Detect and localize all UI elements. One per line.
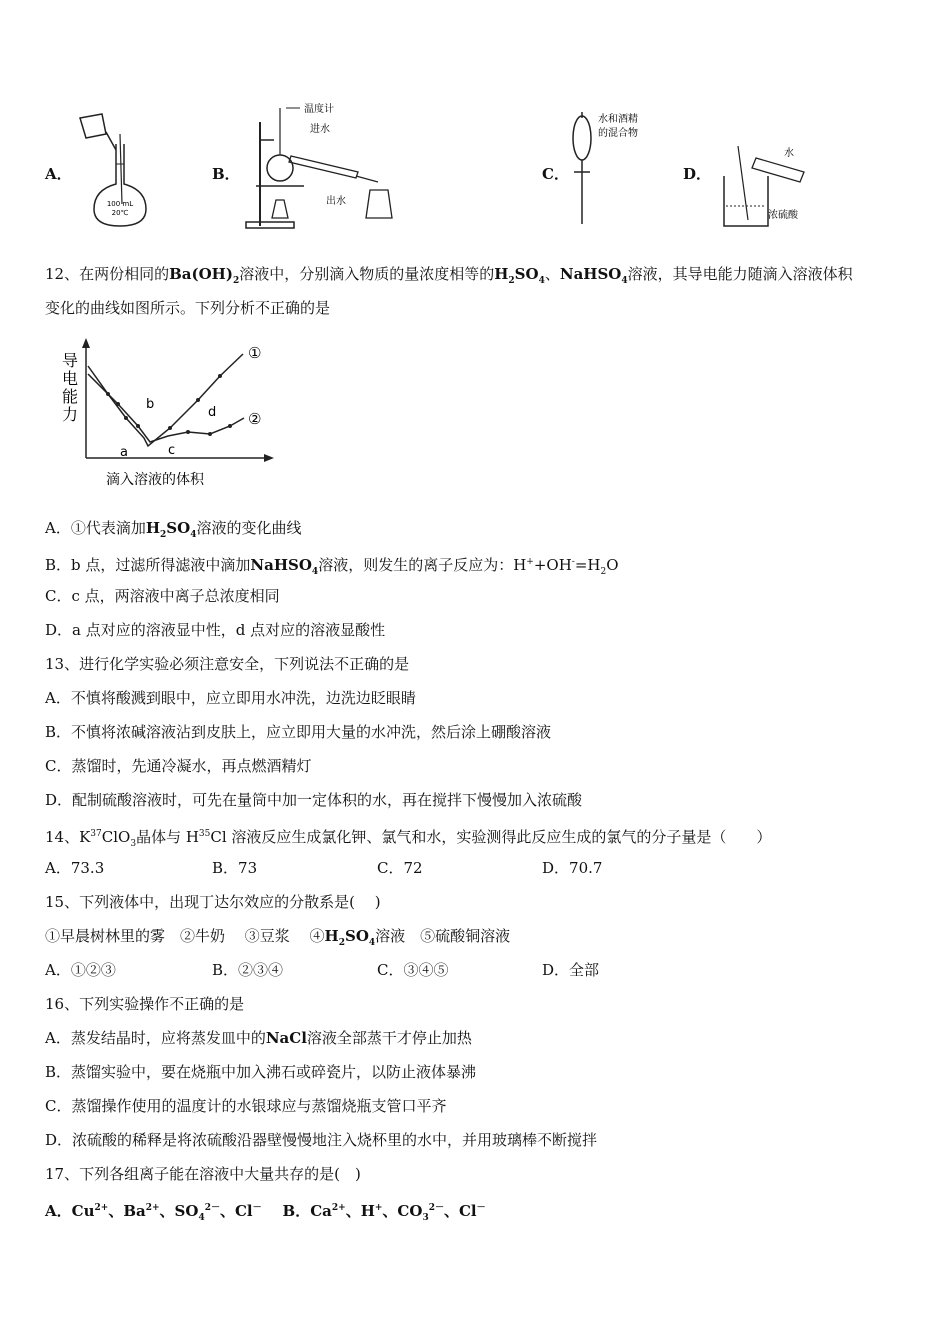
- q16-stem: 16、下列实验操作不正确的是: [45, 995, 245, 1013]
- option-b-label: B．: [282, 1202, 311, 1220]
- subscript: 4: [368, 938, 376, 948]
- subscript: 3: [422, 1213, 429, 1223]
- q17-stem: 17、下列各组离子能在溶液中大量共存的是( ): [45, 1165, 361, 1183]
- ion: 、SO: [159, 1202, 199, 1220]
- formula-h2so4: [494, 265, 545, 286]
- q13-option-c: C．蒸馏时，先通冷凝水，再点燃酒精灯: [45, 757, 312, 775]
- ion: Cu: [71, 1202, 95, 1220]
- formula-baoh2: [169, 265, 240, 286]
- curve-1-label: ①: [248, 344, 262, 362]
- items-text: 溶液 ⑤硫酸铜溶液: [375, 927, 511, 945]
- y-label-char: 力: [62, 405, 79, 424]
- curve-1-line: [88, 354, 243, 446]
- q12-stem-line2: 变化的曲线如图所示。下列分析不正确的是: [45, 299, 331, 317]
- formula-text: SO: [514, 265, 539, 283]
- option-text: A．①代表滴加: [45, 519, 146, 537]
- q17-options: [45, 1198, 486, 1228]
- stem-text: 晶体与 H: [136, 828, 199, 846]
- x-axis-arrow: [264, 454, 274, 462]
- curve-2-marker: [136, 424, 140, 428]
- q15-stem: 15、下列液体中，出现丁达尔效应的分散系是( ): [45, 893, 381, 911]
- subscript: 3: [130, 839, 137, 849]
- q12-text: 、: [544, 265, 560, 283]
- ion: 、Cl: [219, 1202, 253, 1220]
- formula-text: H: [494, 265, 509, 283]
- mixture-label-1: 水和酒精: [598, 114, 638, 125]
- formula-nahso4: [250, 556, 319, 577]
- acid-dilution-illustration: [716, 140, 816, 230]
- charge: 2+: [145, 1203, 160, 1213]
- option-text: 溶液的变化曲线: [196, 519, 302, 537]
- y-label-char: 能: [62, 387, 79, 406]
- curve-2-marker: [228, 424, 232, 428]
- stem-text: Cl 溶液反应生成氯化钾、氯气和水，实验测得此反应生成的氯气的分子量是（ ）: [210, 828, 772, 846]
- q11-option-a-label: A．: [45, 165, 72, 183]
- subscript: 4: [190, 530, 197, 540]
- q15-items: [45, 926, 510, 953]
- q16-option-b: B．蒸馏实验中，要在烧瓶中加入沸石或碎瓷片，以防止液体暴沸: [45, 1063, 477, 1081]
- q14-option-b: B．73: [212, 859, 258, 877]
- distillation-apparatus-illustration: [238, 100, 398, 230]
- flask-label-temperature: 20℃: [111, 209, 129, 217]
- q14-option-a: A．73.3: [45, 859, 105, 877]
- ion: 、H: [345, 1202, 375, 1220]
- curve-1-marker: [106, 392, 110, 396]
- option-text: 溶液，则发生的离子反应为：H: [318, 556, 527, 574]
- q16-option-c: C．蒸馏操作使用的温度计的水银球应与蒸馏烧瓶支管口平齐: [45, 1097, 447, 1115]
- q12-option-a: [45, 518, 301, 545]
- option-a-label: A．: [45, 1202, 72, 1220]
- q13-option-d: D．配制硫酸溶液时，可先在量筒中加一定体积的水，再在搅拌下慢慢加入浓硫酸: [45, 791, 583, 809]
- q15-option-a: A．①②③: [45, 961, 116, 979]
- curve-1-marker: [218, 374, 222, 378]
- subscript: 4: [198, 1213, 205, 1223]
- items-text: ①早晨树林里的雾 ②牛奶 ③豆浆 ④: [45, 927, 325, 945]
- stem-text: ClO: [101, 828, 131, 846]
- curve-1-marker: [168, 426, 172, 430]
- subscript: 2: [508, 276, 515, 286]
- q12-option-d: D．a 点对应的溶液显中性，d 点对应的溶液显酸性: [45, 621, 386, 639]
- y-label-char: 电: [62, 369, 79, 388]
- curve-2-marker: [208, 432, 212, 436]
- mixture-label-2: 的混合物: [598, 128, 638, 139]
- superscript: +: [526, 557, 534, 567]
- curve-1-marker: [196, 398, 200, 402]
- q13-option-b: B．不慎将浓碱溶液沾到皮肤上，应立即用大量的水冲洗，然后涂上硼酸溶液: [45, 723, 552, 741]
- charge: 2－: [204, 1203, 220, 1213]
- charge: －: [476, 1203, 486, 1213]
- subscript: 4: [538, 276, 545, 286]
- water-label: 水: [784, 148, 794, 159]
- q14-stem: [45, 824, 771, 854]
- q16-option-d: D．浓硫酸的稀释是将浓硫酸沿器壁慢慢地注入烧杯里的水中，并用玻璃棒不断搅拌: [45, 1131, 598, 1149]
- y-axis-arrow: [82, 338, 90, 348]
- q11-option-b-label: B．: [212, 165, 240, 183]
- q13-option-a: A．不慎将酸溅到眼中，应立即用水冲洗，边洗边眨眼睛: [45, 689, 416, 707]
- y-label-char: 导: [62, 351, 79, 370]
- subscript: 4: [311, 567, 319, 577]
- subscript: 4: [621, 276, 628, 286]
- ion: Ca: [310, 1202, 332, 1220]
- subscript: 2: [600, 567, 607, 577]
- superscript: 37: [90, 829, 102, 839]
- curve-2-label: ②: [248, 410, 262, 428]
- option-text: 溶液全部蒸干才停止加热: [306, 1029, 472, 1047]
- conc-acid-label: 浓硫酸: [768, 210, 798, 221]
- ion: 、Ba: [108, 1202, 146, 1220]
- point-b-label: b: [146, 397, 155, 412]
- option-text: A．蒸发结晶时，应将蒸发皿中的: [45, 1029, 266, 1047]
- charge: 2+: [94, 1203, 109, 1213]
- ion: 、Cl: [443, 1202, 477, 1220]
- flask-label-volume: 100 mL: [106, 200, 134, 208]
- option-text: O: [606, 556, 619, 574]
- curve-2-marker: [116, 402, 120, 406]
- point-d-label: d: [208, 405, 217, 420]
- charge: －: [252, 1203, 262, 1213]
- q16-option-a: [45, 1028, 472, 1048]
- water-out-label: 出水: [326, 196, 346, 207]
- thermometer-label: 温度计: [304, 104, 334, 115]
- formula-nacl: NaCl: [265, 1029, 307, 1047]
- formula-nahso4: [559, 265, 628, 286]
- q15-option-d: D．全部: [542, 961, 600, 979]
- ion: 、CO: [382, 1202, 423, 1220]
- curve-1-marker: [124, 416, 128, 420]
- point-c-label: c: [168, 443, 176, 458]
- curve-2-marker: [186, 430, 190, 434]
- q12-text: 12、在两份相同的: [45, 265, 170, 283]
- charge: +: [374, 1203, 383, 1213]
- formula-h2so4: [324, 927, 376, 948]
- q15-option-c: C．③④⑤: [377, 961, 449, 979]
- subscript: 2: [232, 276, 240, 286]
- subscript: 2: [338, 938, 345, 948]
- q14-option-d: D．70.7: [542, 859, 603, 877]
- volumetric-flask-illustration: [72, 104, 152, 229]
- formula-text: SO: [345, 927, 369, 945]
- formula-text: Ba(OH): [169, 265, 233, 283]
- formula-text: SO: [166, 519, 191, 537]
- subscript: 2: [160, 530, 167, 540]
- q11-option-c-label: C．: [542, 165, 569, 183]
- q12-text: 溶液中，分别滴入物质的量浓度相等的: [239, 265, 495, 283]
- option-text: B．b 点，过滤所得滤液中滴加: [45, 556, 251, 574]
- q12-option-c: C．c 点，两溶液中离子总浓度相同: [45, 587, 280, 605]
- q13-stem: 13、进行化学实验必须注意安全，下列说法不正确的是: [45, 655, 410, 673]
- point-a-label: a: [120, 445, 128, 460]
- formula-text: NaHSO: [559, 265, 622, 283]
- option-text: =H: [574, 556, 601, 574]
- q12-option-b: [45, 552, 619, 582]
- water-in-label: 进水: [310, 124, 330, 135]
- formula-text: H: [145, 519, 161, 537]
- q12-stem-line1: [45, 264, 853, 291]
- q15-option-b: B．②③④: [212, 961, 284, 979]
- superscript: -: [571, 557, 575, 567]
- separatory-funnel-illustration: [566, 108, 666, 228]
- formula-text: H: [324, 927, 339, 945]
- charge: 2－: [428, 1203, 444, 1213]
- charge: 2+: [331, 1203, 346, 1213]
- x-axis-label: 滴入溶液的体积: [106, 472, 204, 488]
- option-text: +OH: [533, 556, 572, 574]
- superscript: 35: [198, 829, 211, 839]
- stem-text: 14、K: [45, 828, 91, 846]
- formula-text: NaHSO: [250, 556, 312, 574]
- formula-h2so4: [145, 519, 197, 540]
- q11-option-d-label: D．: [683, 165, 712, 183]
- conductivity-chart: [48, 338, 288, 493]
- q14-option-c: C．72: [377, 859, 423, 877]
- q12-text: 溶液，其导电能力随滴入溶液体积: [627, 265, 853, 283]
